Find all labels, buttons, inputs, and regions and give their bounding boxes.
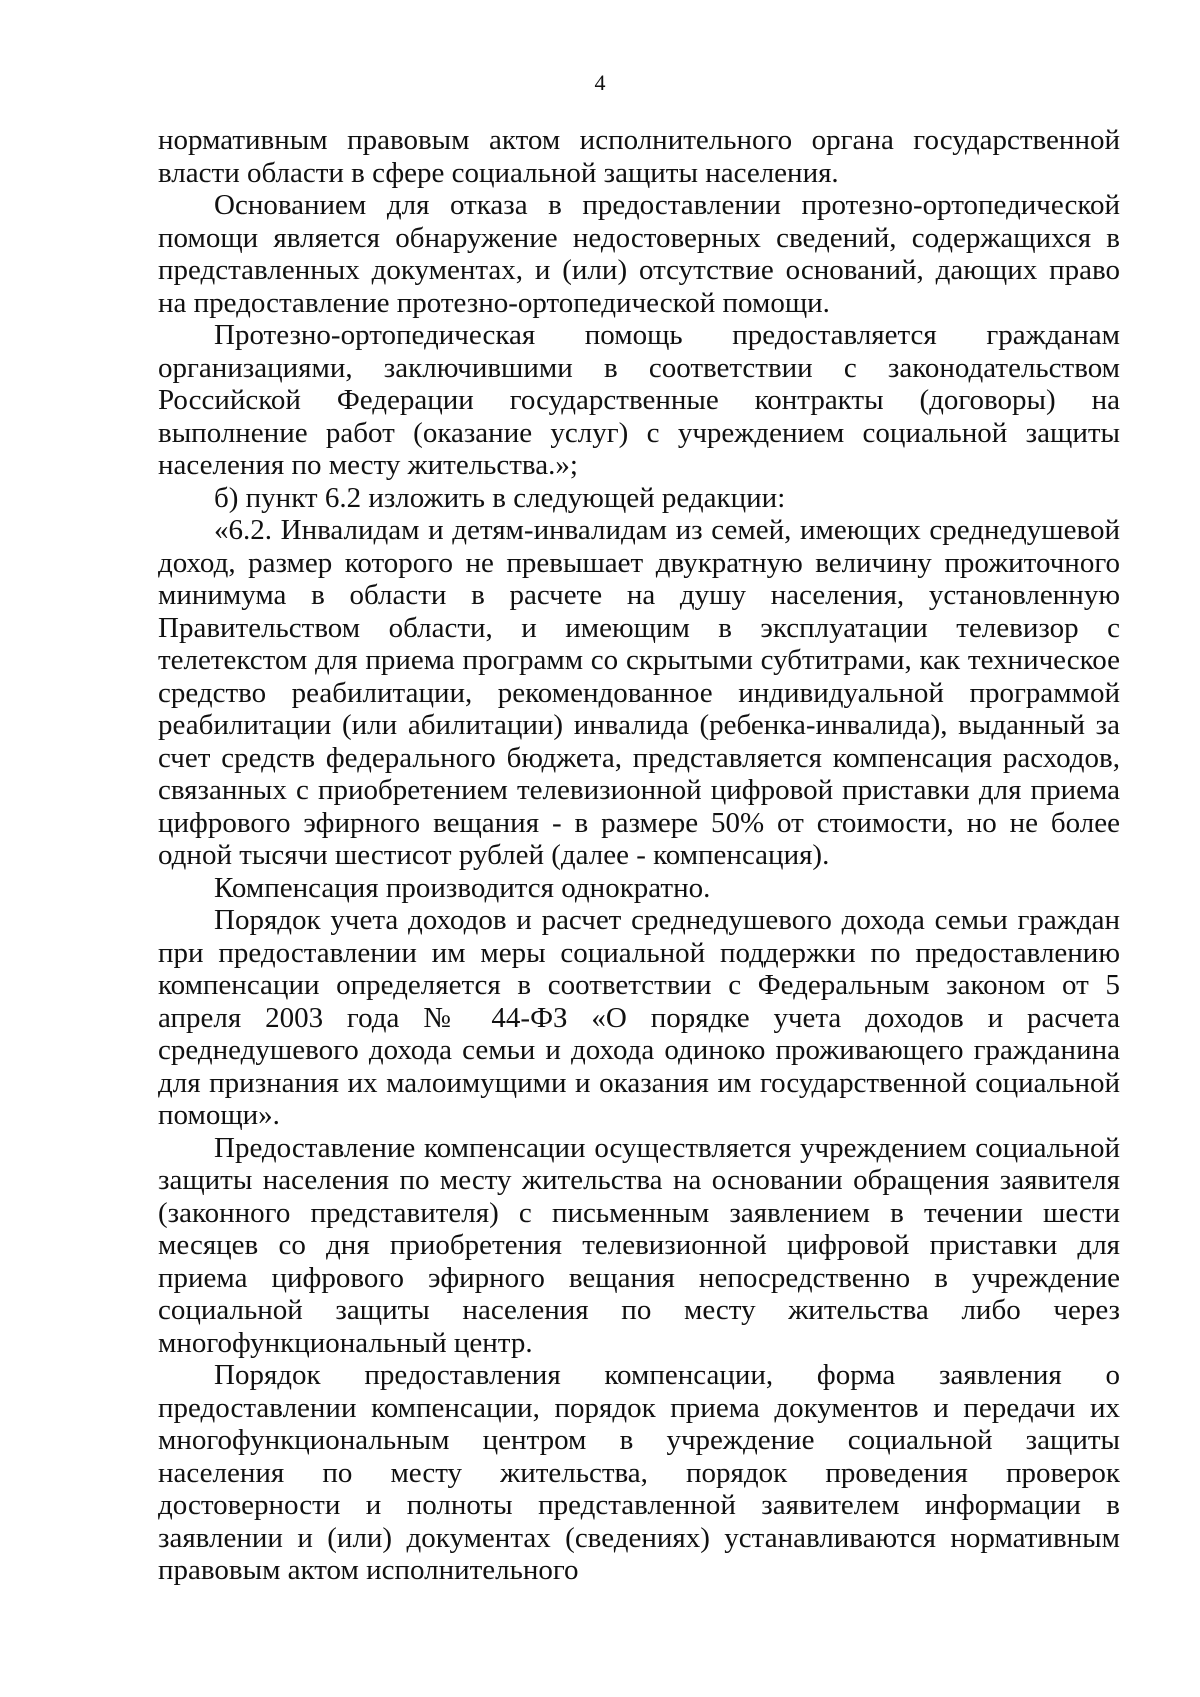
paragraph-compensation-provision: Предоставление компенсации осуществляется учреждением социальной защиты населения по месту жительства на основании обращения заявителя (законного представителя) с письменным заявлением в течении шести месяцев со дня приобретения телевизионной цифровой приставки для приема цифрового эфирного вещания непосредственно в учреждение социальной защиты населения по месту жительства либо через многофункциональный центр. (158, 1131, 1120, 1359)
page-number: 4 (594, 70, 606, 95)
paragraph-continuation: нормативным правовым актом исполнительного органа государственной власти области в сфере социальной защиты населения. (158, 124, 1120, 189)
paragraph-orthopedic-help: Протезно-ортопедическая помощь предоставляется гражданам организациями, заключившими в соответствии с законодательством Российской Федерации государственные контракты (договоры) на выполнение работ (оказание услуг) с учреждением социальной защиты населения по месту жительства.»; (158, 319, 1120, 481)
paragraph-procedure: Порядок предоставления компенсации, форма заявления о предоставлении компенсации, порядок приема документов и передачи их многофункциональным центром в учреждение социальной защиты населения по месту жительства, порядок проведения проверок достоверности и полноты представленной заявителем информации в заявлении и (или) документах (сведениях) устанавливаются нормативным правовым актом исполнительного (158, 1359, 1120, 1586)
document-body (158, 124, 1120, 1587)
paragraph-income-calculation: Порядок учета доходов и расчет среднедушевого дохода семьи граждан при предоставлении им меры социальной поддержки по предоставлению компенсации определяется в соответствии с Федеральным законом от 5 апреля 2003 года № 44-ФЗ «О порядке учета доходов и расчета среднедушевого дохода семьи и дохода одиноко проживающего гражданина для признания их малоимущими и оказания им государственной социальной помощи». (158, 904, 1120, 1131)
paragraph-clause-6-2: «6.2. Инвалидам и детям-инвалидам из семей, имеющих среднедушевой доход, размер которого не превышает двукратную величину прожиточного минимума в области в расчете на душу населения, установленную Правительством области, и имеющим в эксплуатации телевизор с телетекстом для приема программ со скрытыми субтитрами, как техническое средство реабилитации, рекомендованное индивидуальной программой реабилитации (или абилитации) инвалида (ребенка-инвалида), выданный за счет средств федерального бюджета, представляется компенсация расходов, связанных с приобретением телевизионной цифровой приставки для приема цифрового эфирного вещания - в размере 50% от стоимости, но не более одной тысячи шестисот рублей (далее - компенсация). (158, 514, 1120, 871)
paragraph-item-b: б) пункт 6.2 изложить в следующей редакции: (214, 481, 786, 514)
paragraph-one-time-compensation: Компенсация производится однократно. (214, 871, 711, 904)
paragraph-refusal-grounds: Основанием для отказа в предоставлении протезно-ортопедической помощи является обнаружение недостоверных сведений, содержащихся в представленных документах, и (или) отсутствие оснований, дающих право на предоставление протезно-ортопедической помощи. (158, 189, 1120, 319)
